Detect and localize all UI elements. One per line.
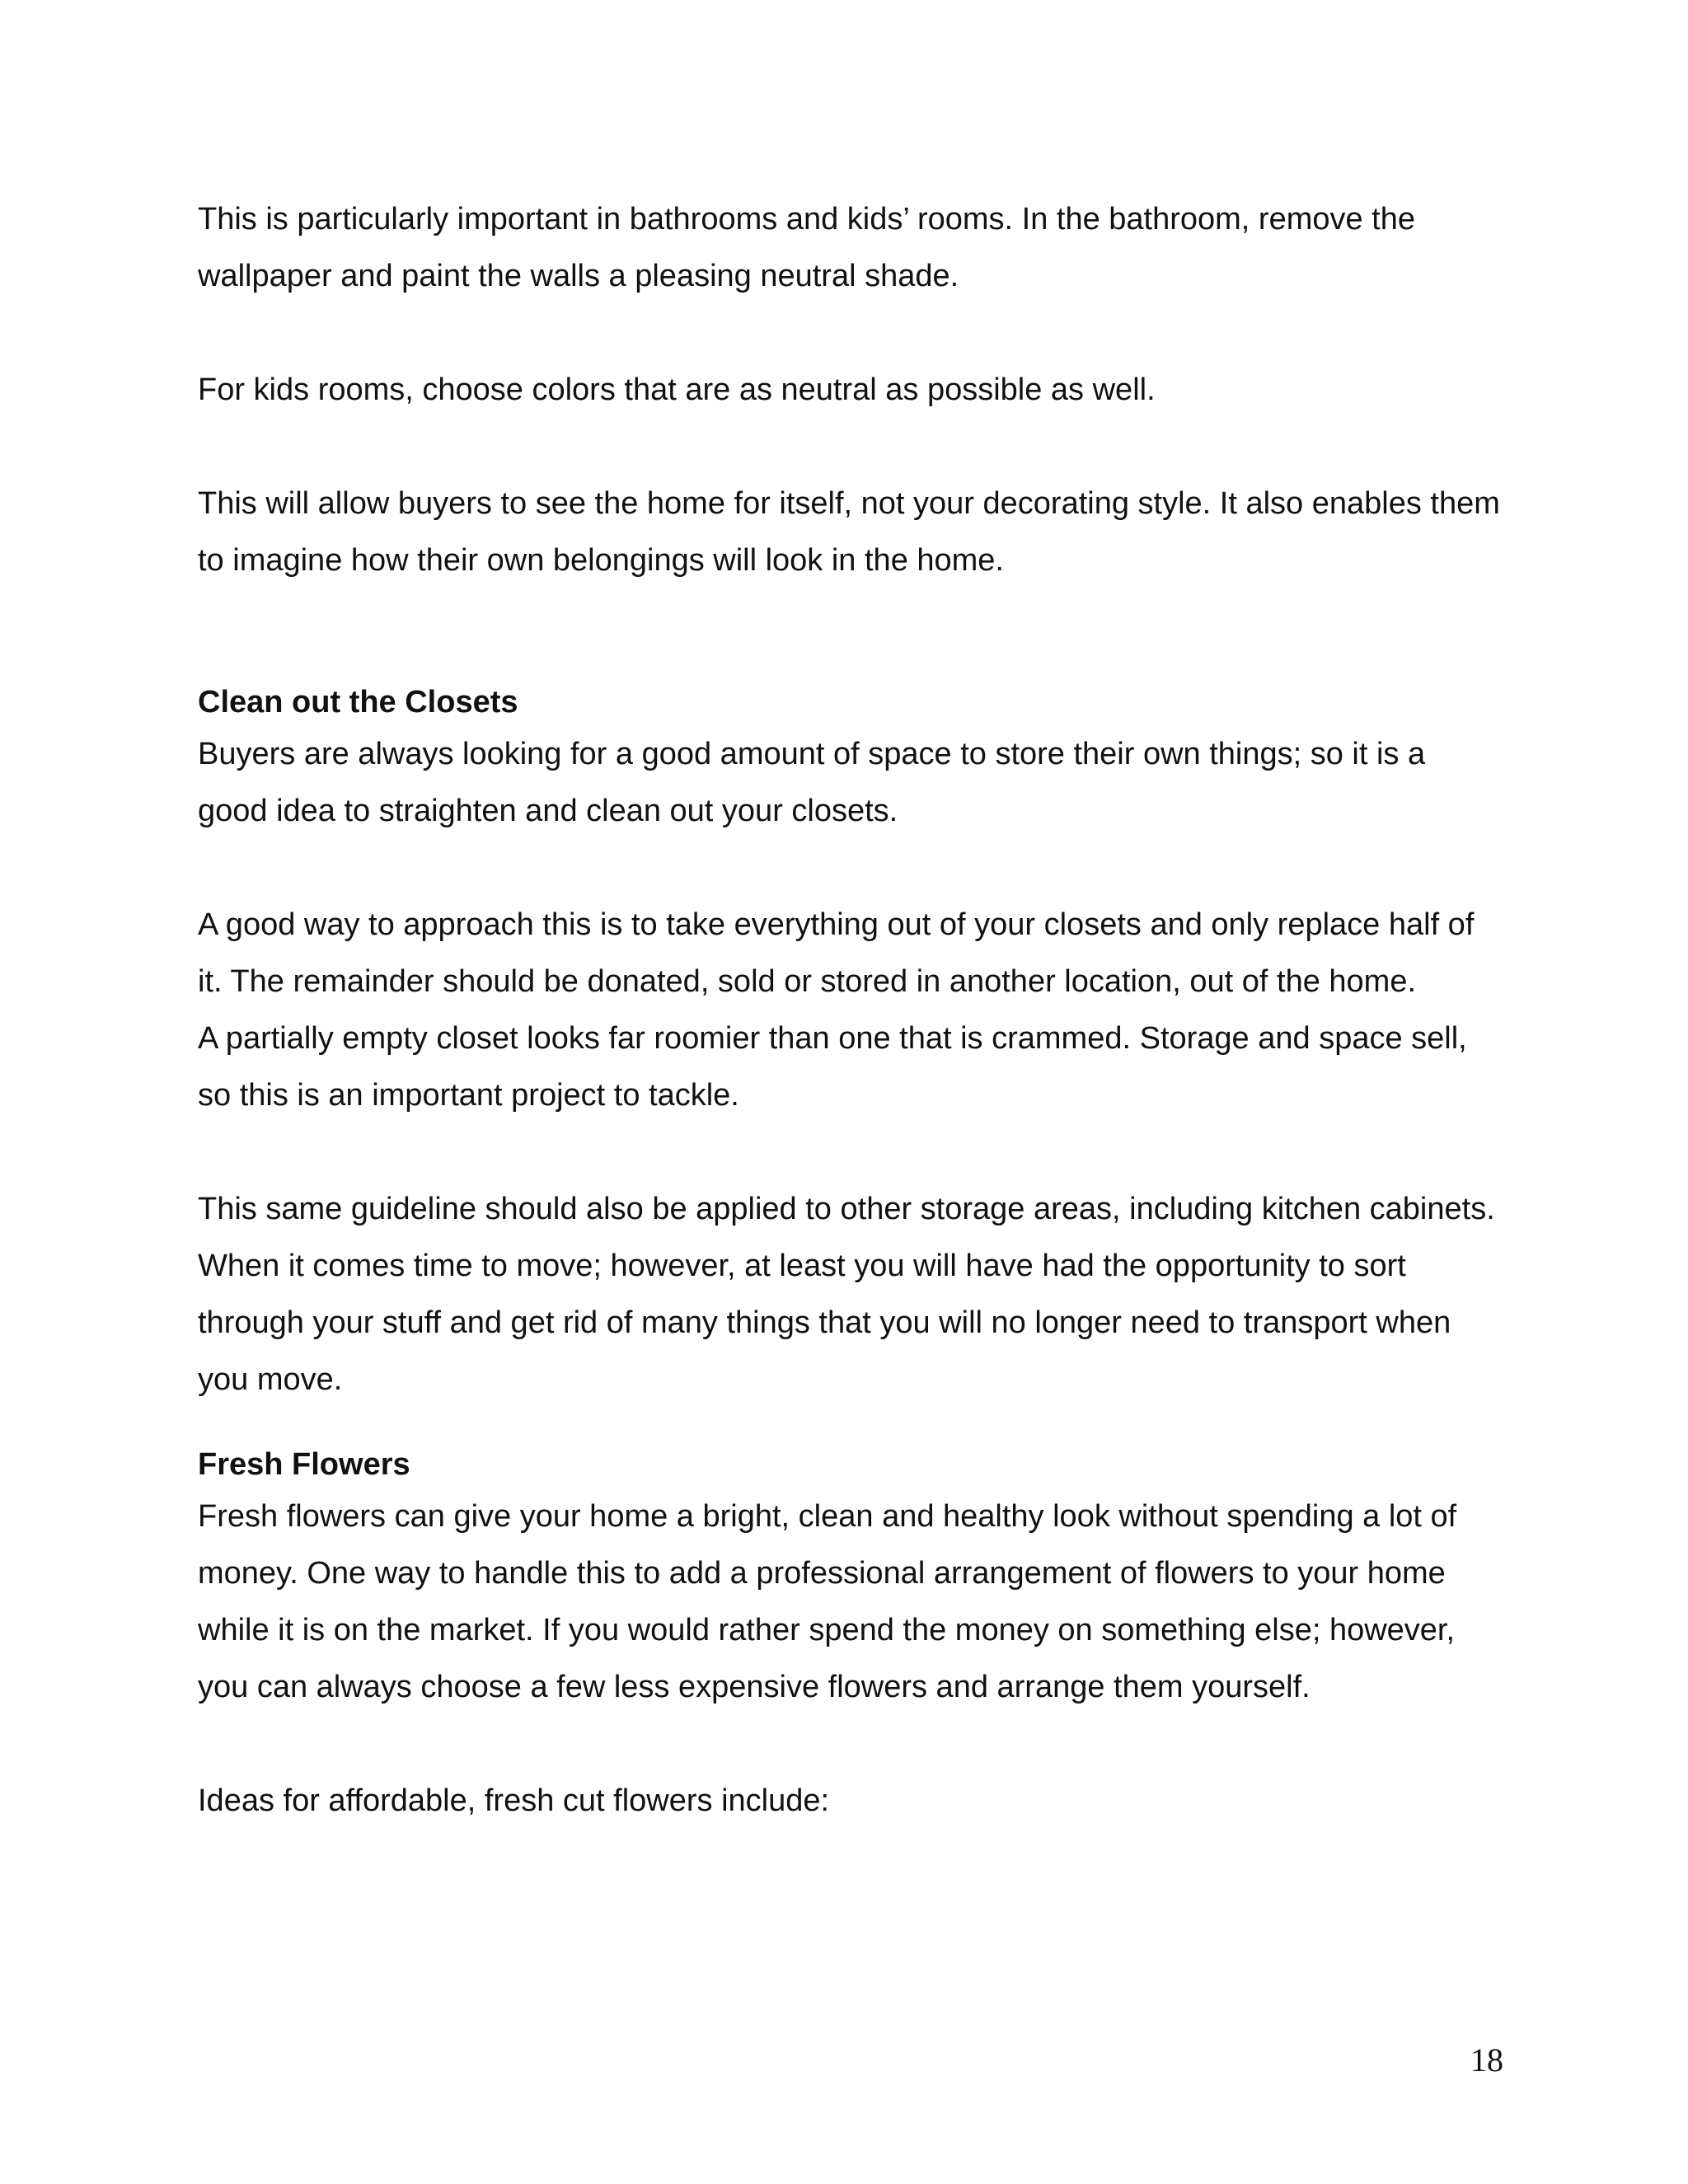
paragraph-kids-rooms-colors: For kids rooms, choose colors that are as neutral as possible as well. — [198, 373, 1156, 407]
paragraph-fresh-flowers: Fresh flowers can give your home a bright, clean and healthy look without spending a lot of money. One way to handle this to add a professional arrangement of flowers to your home while it is on the market. If you would rather spend the money on something else; however, you can always choose a few less expensive flowers and arrange them yourself. — [198, 1499, 1457, 1704]
paragraph-empty-closet-roomier: A partially empty closet looks far roomier than one that is crammed. Storage and space sell, so this is an important project to tackle. — [198, 1021, 1467, 1113]
page-content — [198, 191, 1500, 1830]
paragraph-spacer — [198, 1716, 1500, 1773]
heading-fresh-flowers: Fresh Flowers — [198, 1447, 410, 1482]
paragraph-spacer — [198, 840, 1500, 897]
heading-clean-out-closets: Clean out the Closets — [198, 685, 518, 719]
paragraph-approach-closets: A good way to approach this is to take everything out of your closets and only replace half of it. The remainder should be donated, sold or stored in another location, out of the home. — [198, 907, 1475, 999]
paragraph-storage-guideline: This same guideline should also be applied to other storage areas, including kitchen cabinets. When it comes time to move; however, at least you will have had the opportunity to sort through your stuff and get rid of many things that you will no longer need to transport when you move. — [198, 1192, 1495, 1397]
paragraph-bathrooms-kids-rooms: This is particularly important in bathrooms and kids’ rooms. In the bathroom, remove the wallpaper and paint the walls a pleasing neutral shade. — [198, 202, 1416, 293]
page-number: 18 — [1470, 2041, 1503, 2079]
paragraph-spacer — [198, 1124, 1500, 1181]
paragraph-affordable-flowers-intro: Ideas for affordable, fresh cut flowers include: — [198, 1783, 830, 1818]
paragraph-buyers-storage-space: Buyers are always looking for a good amount of space to store their own things; so it is a good idea to straighten and clean out your closets. — [198, 737, 1426, 828]
paragraph-buyers-see-home: This will allow buyers to see the home for itself, not your decorating style. It also enables them to imagine how their own belongings will look in the home. — [198, 486, 1500, 578]
section-spacer — [198, 589, 1500, 678]
section-spacer — [198, 1408, 1500, 1441]
paragraph-spacer — [198, 419, 1500, 476]
paragraph-spacer — [198, 305, 1500, 362]
